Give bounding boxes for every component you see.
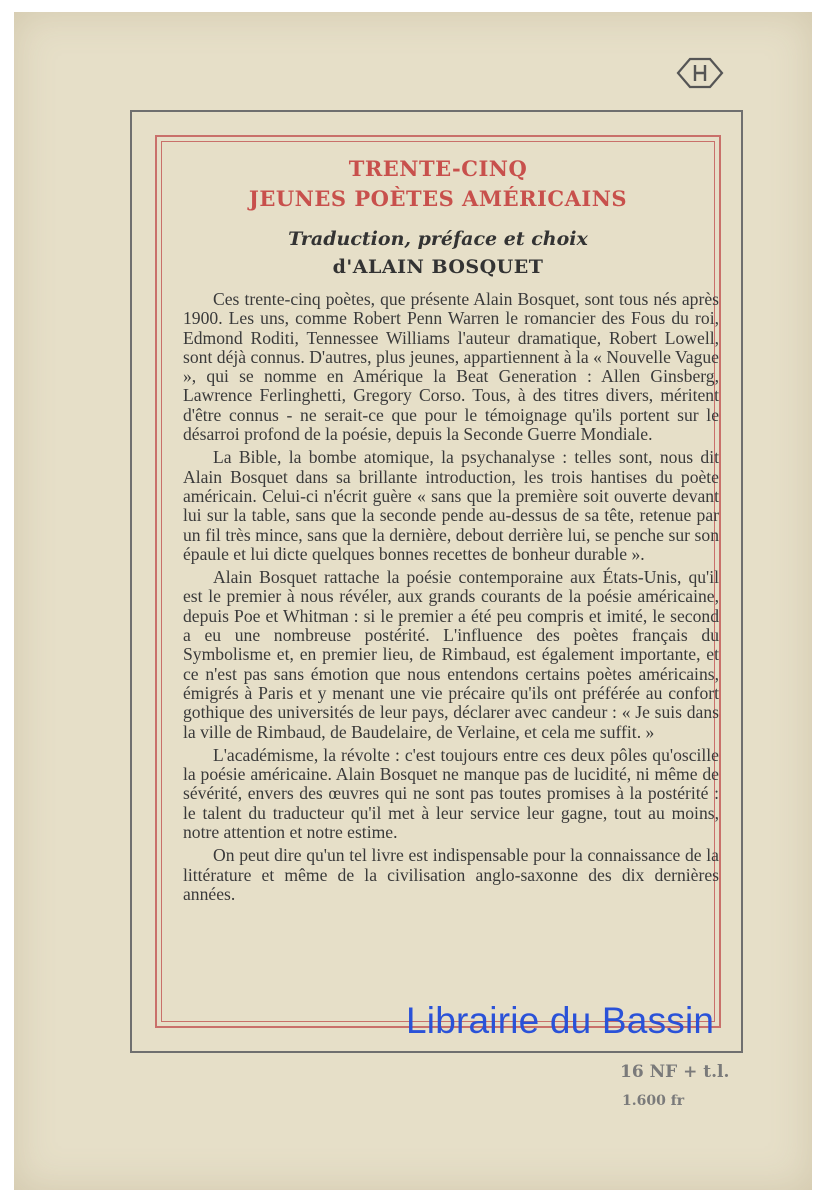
blurb-paragraph: Alain Bosquet rattache la poésie contemporaine aux États-Unis, qu'il est le premier à nous révéler, aux grands courants de la poésie américaine, depuis Poe et Whitman : si le premier a été peu compris et imité, le second a eu une nombreuse postérité. L'influence des poètes français du Symbolisme et, en premier lieu, de Rimbaud, est également importante, et ce n'est pas sans émotion que nous entendons certains poètes américains, émigrés à Paris et y menant une vie précaire qu'ils ont préférée au confort gothique des universités de leur pays, déclarer avec candeur : « Je suis dans la ville de Rimbaud, de Baudelaire, de Verlaine, et cela me suffit. » [183, 567, 719, 742]
subtitle-line-2: d'ALAIN BOSQUET [332, 256, 544, 278]
title-line-2: JEUNES POÈTES AMÉRICAINS [248, 186, 628, 211]
title-line-1: TRENTE-CINQ [348, 156, 528, 181]
subtitle-line-1: Traduction, préface et choix [288, 228, 588, 250]
price-line-2: 1.600 fr [622, 1093, 685, 1109]
price-line-1: 16 NF + t.l. [620, 1062, 730, 1082]
blurb-paragraph: On peut dire qu'un tel livre est indispensable pour la connaissance de la littérature et même de la civilisation anglo-saxonne des dix dernières années. [183, 845, 719, 904]
blurb-paragraph: L'académisme, la révolte : c'est toujours entre ces deux pôles qu'oscille la poésie américaine. Alain Bosquet ne manque pas de lucidité, ni même de sévérité, envers des œuvres qui ne sont pas toutes promises à la postérité : le talent du traducteur qu'il met à leur service leur gagne, tout au moins, notre attention et notre estime. [183, 744, 719, 843]
blurb-paragraph: Ces trente-cinq poètes, que présente Alain Bosquet, sont tous nés après 1900. Les uns, comme Robert Penn Warren le romancier des Fous du roi, Edmond Roditi, Tennessee Williams l'auteur dramatique, Robert Lowell, sont déjà connus. D'autres, plus jeunes, appartiennent à la « Nouvelle Vague », qui se nomme en Amérique la Beat Generation : Allen Ginsberg, Lawrence Ferlinghetti, Gregory Corso. Tous, à des titres divers, méritent d'être connus - ne serait-ce que pour le témoignage qu'ils portent sur le désarroi profond de la poésie, depuis la Seconde Guerre Mondiale. [183, 289, 719, 445]
blurb-text [183, 290, 719, 908]
publisher-logo-icon [676, 56, 724, 90]
watermark: Librairie du Bassin [406, 1000, 715, 1041]
blurb-paragraph: La Bible, la bombe atomique, la psychanalyse : telles sont, nous dit Alain Bosquet dans sa brillante introduction, les trois hantises du poète américain. Celui-ci n'écrit guère « sans que la première soit ouverte devant lui sur la table, sans que la seconde pende au-dessus de sa tête, retenue par un fil très mince, sans que la dernière, debout derrière lui, se penche sur son épaule et lui dicte quelques bonnes recettes de bonheur durable ». [183, 447, 719, 564]
